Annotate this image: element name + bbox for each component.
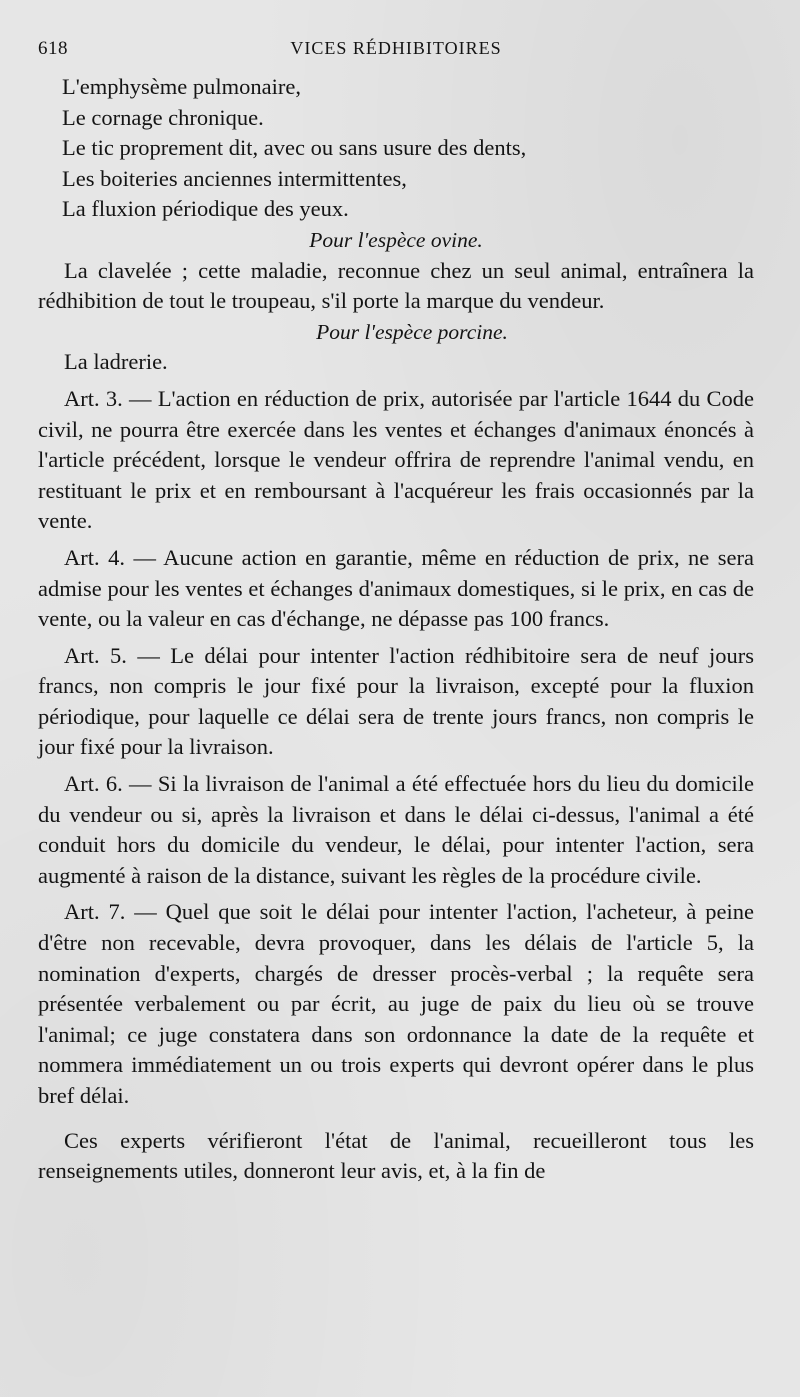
list-item: Le cornage chronique. [62, 104, 264, 130]
porcine-heading: Pour l'espèce porcine. [316, 319, 508, 344]
article-text: — Le délai pour intenter l'action rédhibitoire sera de neuf jours francs, non compris le jour fixé pour la livraison, excepté pour la fluxion périodique, pour laquelle ce délai sera de trente jours francs, non compris le jour fixé pour la livraison. [38, 642, 755, 760]
article-label: Art. 3. [64, 385, 123, 411]
ovine-heading: Pour l'espèce ovine. [309, 227, 483, 252]
article-3 [38, 384, 754, 537]
vices-list [38, 72, 754, 225]
article-label: Art. 5. [64, 642, 127, 668]
list-item: La fluxion périodique des yeux. [62, 196, 349, 222]
ovine-paragraph: La clavelée ; cette maladie, reconnue chez un seul animal, entraînera la rédhibition de tout le troupeau, s'il porte la marque du vendeur. [38, 257, 754, 314]
article-text: — L'action en réduction de prix, autorisée par l'article 1644 du Code civil, ne pourra être exercée dans les ventes et échanges d'animaux énoncés à l'article précédent, lorsque le vendeur offrira de reprendre l'animal vendu, en restituant le prix et en remboursant à l'acquéreur les frais occasionnés par la vente. [38, 385, 755, 534]
article-text: — Si la livraison de l'animal a été effectuée hors du lieu du domicile du vendeur ou si, après la livraison et dans le délai ci-dessus, l'animal a été conduit hors du domicile du vendeur, le délai, pour intenter l'action, sera augmenté à raison de la distance, suivant les règles de la procédure civile. [38, 771, 755, 888]
article-6 [38, 769, 754, 891]
article-label: Art. 7. [64, 899, 126, 925]
article-text: — Quel que soit le délai pour intenter l'action, l'acheteur, à peine d'être non recevable, devra provoquer, dans les délais de l'article 5, la nomination d'experts, chargés de dresser procès-verbal ; la requête sera présentée verbalement ou par écrit, au juge de paix du lieu où se trouve l'animal; ce juge constatera dans son ordonnance la date de la requête et nommera immédiatement un ou trois experts qui devront opérer dans le plus bref délai. [38, 899, 755, 1108]
article-label: Art. 6. [64, 771, 123, 797]
running-head [38, 38, 754, 62]
list-item: Les boiteries anciennes intermittentes, [62, 165, 407, 191]
article-4 [38, 543, 754, 635]
page-number: 618 [38, 38, 68, 59]
list-item: L'emphysème pulmonaire, [62, 74, 301, 99]
list-item: Le tic proprement dit, avec ou sans usure des dents, [62, 135, 527, 161]
porcine-paragraph: La ladrerie. [64, 349, 168, 375]
article-text: — Aucune action en garantie, même en réduction de prix, ne sera admise pour les ventes et échanges d'animaux domestiques, si le prix, en cas de vente, ou la valeur en cas d'échange, ne dépasse pas 100 francs. [38, 544, 754, 632]
closing-paragraph: Ces experts vérifieront l'état de l'animal, recueilleront tous les renseignements utiles, donneront leur avis, et, à la fin de [38, 1127, 754, 1184]
article-label: Art. 4. [64, 544, 125, 570]
article-7 [38, 897, 754, 1111]
page-body [38, 72, 754, 1187]
running-title: VICES RÉDHIBITOIRES [290, 38, 502, 58]
article-5 [38, 641, 754, 763]
